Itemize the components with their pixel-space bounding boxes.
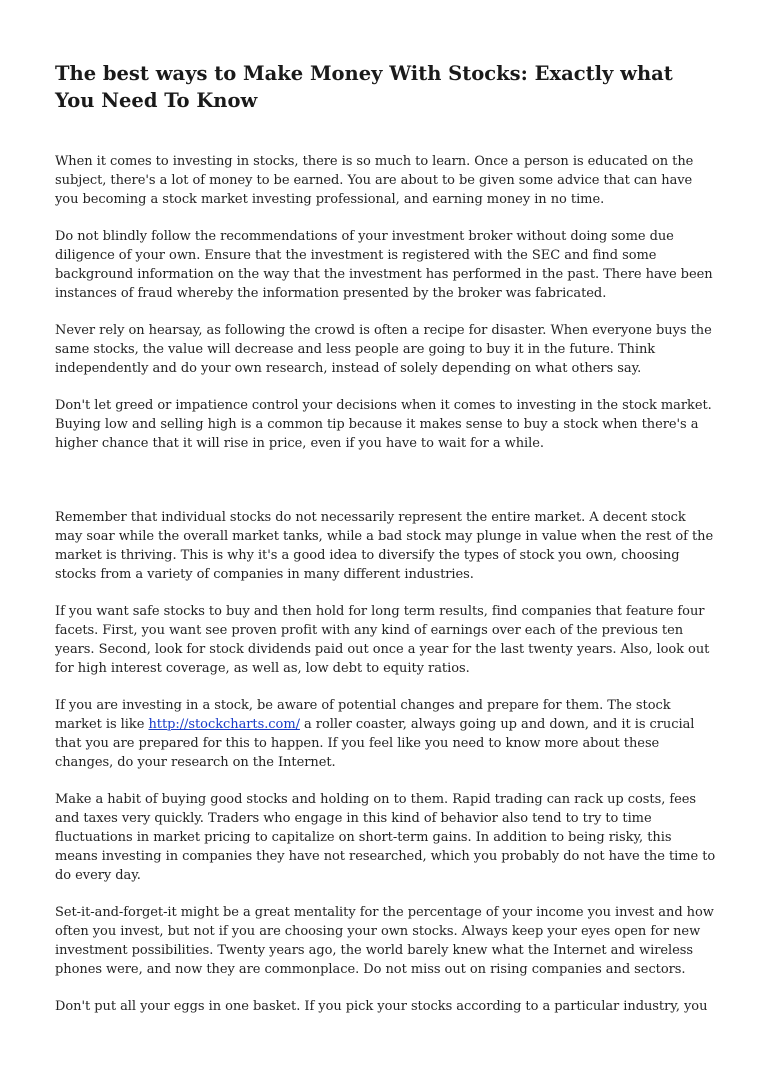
paragraph-6: If you want safe stocks to buy and then hold for long term results, find companies that feature four facets. First, you want see proven profit with any kind of earnings over each of the previous ten years. Second, look for stock dividends paid out once a year for the last twenty years. Also, look out for high interest coverage, as well as, low debt to equity ratios.: [55, 604, 710, 676]
stockcharts-link[interactable]: http://stockcharts.com/: [148, 717, 300, 732]
paragraph-2: Do not blindly follow the recommendations of your investment broker without doing some due diligence of your own. Ensure that the investment is registered with the SEC and find some background information on the way that the investment has performed in the past. There have been instances of fraud whereby the information presented by the broker was fabricated.: [55, 229, 713, 301]
document-title: The best ways to Make Money With Stocks: Exactly what You Need To Know: [55, 62, 673, 112]
document-page: [55, 60, 717, 1034]
paragraph-5: Remember that individual stocks do not necessarily represent the entire market. A decent stock may soar while the overall market tanks, while a bad stock may plunge in value when the rest of the market is thriving. This is why it's a good idea to diversify the types of stock you own, choosing stocks from a variety of companies in many different industries.: [55, 510, 714, 582]
paragraph-7: [55, 696, 717, 772]
paragraph-7-before: If you are investing in a stock, be aware of potential changes and prepare for them. The stock market is like: [55, 698, 671, 732]
paragraph-4: Don't let greed or impatience control your decisions when it comes to investing in the stock market. Buying low and selling high is a common tip because it makes sense to buy a stock when there's a higher chance that it will rise in price, even if you have to wait for a while.: [55, 398, 712, 451]
paragraph-8: Make a habit of buying good stocks and holding on to them. Rapid trading can rack up costs, fees and taxes very quickly. Traders who engage in this kind of behavior also tend to try to time fluctuations in market pricing to capitalize on short-term gains. In addition to being risky, this means investing in companies they have not researched, which you probably do not have the time to do every day.: [55, 792, 716, 883]
paragraph-10: Don't put all your eggs in one basket. If you pick your stocks according to a particular industry, you: [55, 999, 708, 1014]
paragraph-1: When it comes to investing in stocks, there is so much to learn. Once a person is educated on the subject, there's a lot of money to be earned. You are about to be given some advice that can have you becoming a stock market investing professional, and earning money in no time.: [55, 154, 694, 207]
paragraph-3: Never rely on hearsay, as following the crowd is often a recipe for disaster. When everyone buys the same stocks, the value will decrease and less people are going to buy it in the future. Think independently and do your own research, instead of solely depending on what others say.: [55, 323, 712, 376]
paragraph-9: Set-it-and-forget-it might be a great mentality for the percentage of your income you invest and how often you invest, but not if you are choosing your own stocks. Always keep your eyes open for new investment possibilities. Twenty years ago, the world barely knew what the Internet and wireless phones were, and now they are commonplace. Do not miss out on rising companies and sectors.: [55, 905, 714, 977]
paragraph-spacer: [55, 471, 717, 508]
paragraph-7-after: a roller coaster, always going up and down, and it is crucial that you are prepared for this to happen. If you feel like you need to know more about these changes, do your research on the Internet.: [55, 717, 695, 770]
